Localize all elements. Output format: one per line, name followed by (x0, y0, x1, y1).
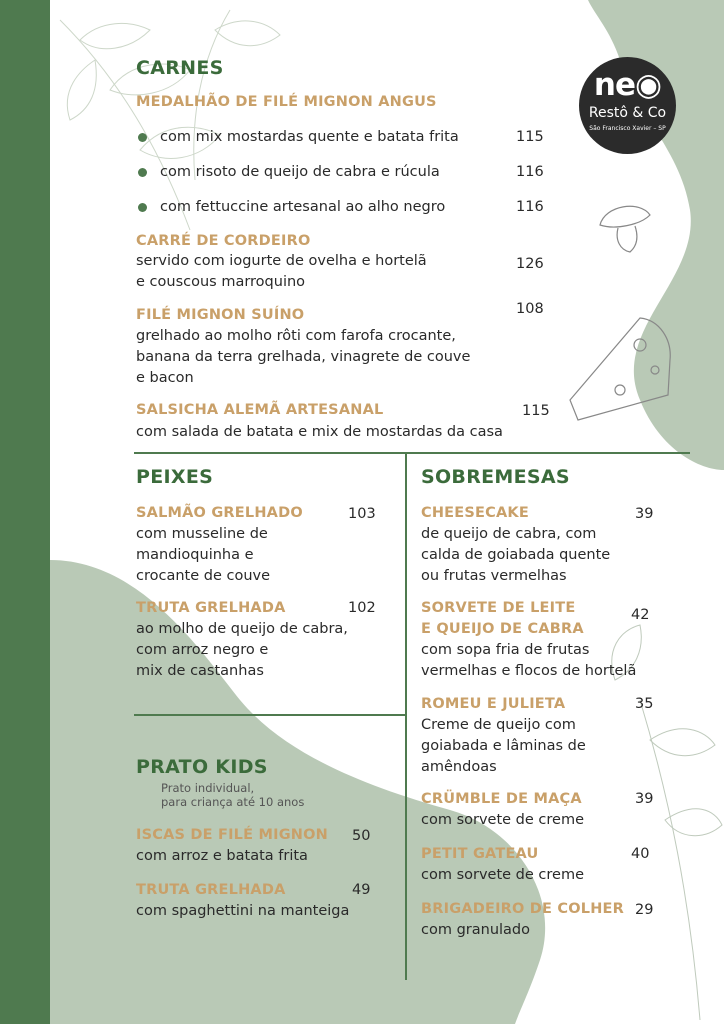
section-title-carnes: CARNES (136, 57, 224, 79)
romeu-desc-1: Creme de queijo com (421, 717, 576, 733)
leaf-sketch-bottom-right (612, 625, 722, 1020)
carre-desc-2: e couscous marroquino (136, 274, 306, 290)
truta-price: 102 (348, 600, 376, 616)
sorvete-desc-1: com sopa fria de frutas (421, 642, 590, 658)
kids-truta-desc-1: com spaghettini na manteiga (136, 903, 350, 919)
kids-note-1: Prato individual, (161, 781, 255, 795)
petit-gateau-price: 40 (631, 846, 650, 862)
file-suino-desc-1: grelhado ao molho rôti com farofa crocante, (136, 328, 456, 344)
dish-salsicha: SALSICHA ALEMÃ ARTESANAL (136, 402, 384, 418)
section-title-sobremesas: SOBREMESAS (421, 466, 570, 488)
logo-resto: Restô & Co (588, 105, 667, 121)
dish-sorvete-line-1: SORVETE DE LEITE (421, 600, 576, 616)
dish-romeu: ROMEU E JULIETA (421, 696, 566, 712)
dish-petit-gateau: PETIT GATEAU (421, 846, 539, 862)
salmao-desc-1: com musseline de (136, 526, 268, 542)
medalhao-option-1: com mix mostardas quente e batata frita (160, 129, 459, 145)
truta-desc-2: com arroz negro e (136, 642, 269, 658)
iscas-price: 50 (352, 828, 371, 844)
dish-sorvete-line-2: E QUEIJO DE CABRA (421, 621, 584, 637)
cheesecake-price: 39 (635, 506, 654, 522)
carre-price: 126 (516, 256, 544, 272)
section-title-kids: PRATO KIDS (136, 756, 268, 778)
bullet-icon (138, 203, 147, 212)
logo-location: São Francisco Xavier – SP (589, 125, 666, 132)
salmao-desc-2: mandioquinha e (136, 547, 254, 563)
divider-vertical (405, 452, 407, 980)
salmao-desc-3: crocante de couve (136, 568, 271, 584)
kids-note-2: para criança até 10 anos (161, 795, 305, 809)
dish-medalhao: MEDALHÃO DE FILÉ MIGNON ANGUS (136, 94, 437, 110)
dish-cheesecake: CHEESECAKE (421, 505, 529, 521)
medalhao-option-1-price: 115 (516, 129, 544, 145)
salsicha-price: 115 (522, 403, 550, 419)
dish-brigadeiro: BRIGADEIRO DE COLHER (421, 901, 625, 917)
sorvete-desc-2: vermelhas e flocos de hortelã (421, 663, 637, 679)
cheesecake-desc-2: calda de goiabada quente (421, 547, 611, 563)
divider-horizontal-left (134, 714, 405, 716)
petit-gateau-desc-1: com sorvete de creme (421, 867, 584, 883)
file-suino-desc-3: e bacon (136, 370, 194, 386)
crumble-desc-1: com sorvete de creme (421, 812, 584, 828)
file-suino-price: 108 (516, 301, 544, 317)
romeu-desc-3: amêndoas (421, 759, 497, 775)
medalhao-option-2: com risoto de queijo de cabra e rúcula (160, 164, 440, 180)
dish-kids-truta: TRUTA GRELHADA (136, 882, 286, 898)
brigadeiro-price: 29 (635, 902, 654, 918)
medalhao-option-3: com fettuccine artesanal ao alho negro (160, 199, 446, 215)
iscas-desc-1: com arroz e batata frita (136, 848, 308, 864)
medalhao-option-3-price: 116 (516, 199, 544, 215)
sorvete-price: 42 (631, 607, 650, 623)
divider-horizontal-top (134, 452, 690, 454)
salmao-price: 103 (348, 506, 376, 522)
restaurant-logo (579, 57, 676, 154)
cheesecake-desc-3: ou frutas vermelhas (421, 568, 567, 584)
medalhao-option-2-price: 116 (516, 164, 544, 180)
logo-brand: ne (593, 67, 636, 103)
dish-truta: TRUTA GRELHADA (136, 600, 286, 616)
crumble-price: 39 (635, 791, 654, 807)
dish-carre: CARRÉ DE CORDEIRO (136, 233, 311, 249)
file-suino-desc-2: banana da terra grelhada, vinagrete de couve (136, 349, 471, 365)
kids-truta-price: 49 (352, 882, 371, 898)
romeu-price: 35 (635, 696, 654, 712)
mushroom-sketch (600, 206, 650, 252)
left-green-bar (0, 0, 50, 1024)
brigadeiro-desc-1: com granulado (421, 922, 530, 938)
romeu-desc-2: goiabada e lâminas de (421, 738, 586, 754)
section-title-peixes: PEIXES (136, 466, 214, 488)
dish-iscas: ISCAS DE FILÉ MIGNON (136, 827, 328, 843)
truta-desc-3: mix de castanhas (136, 663, 264, 679)
dish-crumble: CRÜMBLE DE MAÇA (421, 791, 582, 807)
salsicha-desc-1: com salada de batata e mix de mostardas da casa (136, 424, 503, 440)
cheesecake-desc-1: de queijo de cabra, com (421, 526, 597, 542)
bullet-icon (138, 133, 147, 142)
carre-desc-1: servido com iogurte de ovelha e hortelã (136, 253, 427, 269)
dish-file-suino: FILÉ MIGNON SUÍNO (136, 307, 305, 323)
cutlery-icon: ◉ (635, 67, 662, 103)
truta-desc-1: ao molho de queijo de cabra, (136, 621, 348, 637)
bullet-icon (138, 168, 147, 177)
dish-salmao: SALMÃO GRELHADO (136, 505, 303, 521)
